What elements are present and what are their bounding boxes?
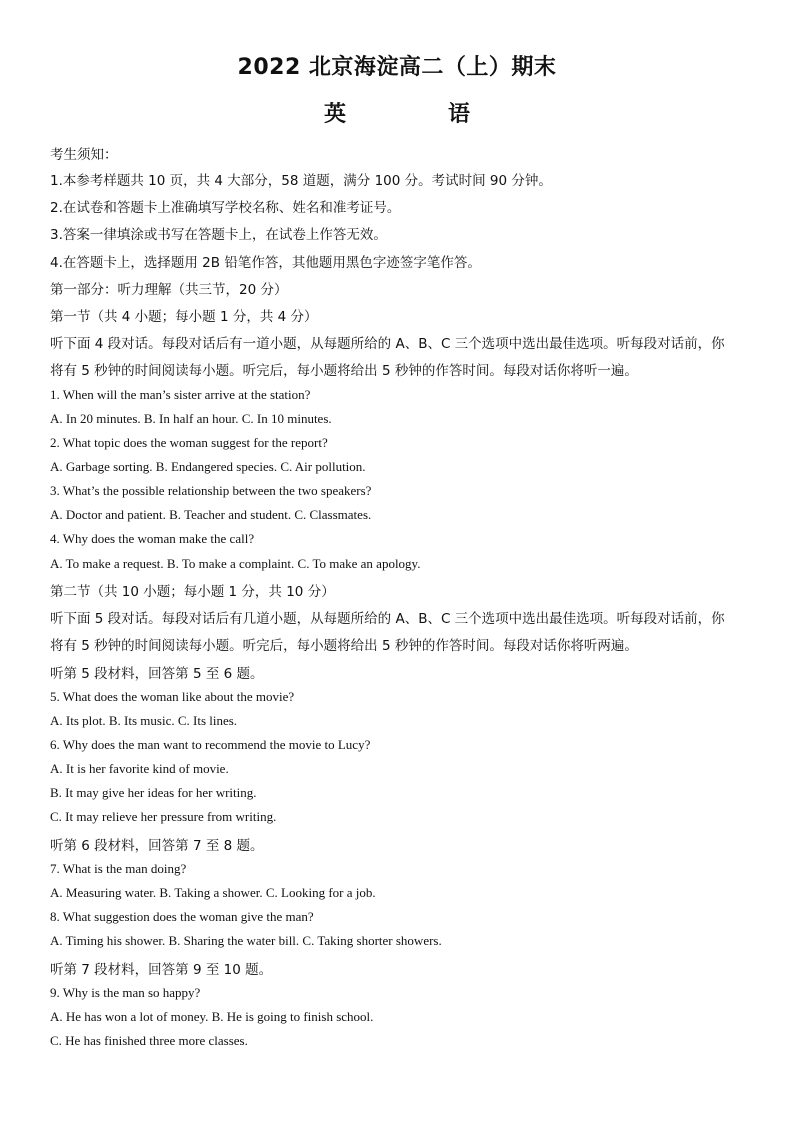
question-options: A. To make a request. B. To make a complaint. C. To make an apology.: [50, 556, 421, 571]
instruction-text: 听下面 5 段对话。每段对话后有几道小题，从每题所给的 A、B、C 三个选项中选出最佳选项。听每段对话前，你: [50, 611, 725, 627]
material-heading: 听第 6 段材料，回答第 7 至 8 题。: [50, 838, 264, 854]
question-option: B. It may give her ideas for her writing.: [50, 785, 257, 800]
notice-item: 3.答案一律填涂或书写在答题卡上，在试卷上作答无效。: [50, 227, 387, 243]
question-options: A. Timing his shower. B. Sharing the water bill. C. Taking shorter showers.: [50, 933, 442, 948]
part-heading: 第一部分：听力理解（共三节，20 分）: [50, 282, 288, 298]
question-text: 5. What does the woman like about the movie?: [50, 689, 295, 704]
question-options: A. Measuring water. B. Taking a shower. C. Looking for a job.: [50, 885, 376, 900]
question-text: 9. Why is the man so happy?: [50, 985, 201, 1000]
notice-item: 1.本参考样题共 10 页，共 4 大部分，58 道题，满分 100 分。考试时间 90 分钟。: [50, 173, 552, 189]
question-text: 4. Why does the woman make the call?: [50, 531, 255, 546]
page-title: 2022 北京海淀高二（上）期末: [237, 55, 557, 80]
section-heading: 第二节（共 10 小题；每小题 1 分，共 10 分）: [50, 584, 335, 600]
material-heading: 听第 5 段材料，回答第 5 至 6 题。: [50, 666, 264, 682]
notice-item: 4.在答题卡上，选择题用 2B 铅笔作答，其他题用黑色字迹签字笔作答。: [50, 255, 481, 271]
question-text: 2. What topic does the woman suggest for the report?: [50, 435, 328, 450]
material-heading: 听第 7 段材料，回答第 9 至 10 题。: [50, 962, 273, 978]
section-heading: 第一节（共 4 小题；每小题 1 分，共 4 分）: [50, 309, 318, 325]
question-text: 8. What suggestion does the woman give the man?: [50, 909, 314, 924]
question-option: A. It is her favorite kind of movie.: [50, 761, 229, 776]
instruction-text: 将有 5 秒钟的时间阅读每小题。听完后，每小题将给出 5 秒钟的作答时间。每段对话你将听两遍。: [50, 638, 638, 654]
question-options: A. Garbage sorting. B. Endangered species. C. Air pollution.: [50, 459, 366, 474]
question-options: A. In 20 minutes. B. In half an hour. C. In 10 minutes.: [50, 411, 332, 426]
question-text: 3. What’s the possible relationship between the two speakers?: [50, 483, 372, 498]
instruction-text: 听下面 4 段对话。每段对话后有一道小题，从每题所给的 A、B、C 三个选项中选出最佳选项。听每段对话前，你: [50, 336, 725, 352]
notice-heading: 考生须知：: [50, 147, 118, 163]
question-options: A. Its plot. B. Its music. C. Its lines.: [50, 713, 238, 728]
question-options: A. He has won a lot of money. B. He is going to finish school.: [50, 1009, 374, 1024]
question-options: A. Doctor and patient. B. Teacher and student. C. Classmates.: [50, 507, 372, 522]
notice-item: 2.在试卷和答题卡上准确填写学校名称、姓名和准考证号。: [50, 200, 401, 216]
question-text: 1. When will the man’s sister arrive at the station?: [50, 387, 311, 402]
question-text: 7. What is the man doing?: [50, 861, 187, 876]
question-option: C. He has finished three more classes.: [50, 1033, 248, 1048]
instruction-text: 将有 5 秒钟的时间阅读每小题。听完后，每小题将给出 5 秒钟的作答时间。每段对话你将听一遍。: [50, 363, 638, 379]
question-text: 6. Why does the man want to recommend the movie to Lucy?: [50, 737, 371, 752]
question-option: C. It may relieve her pressure from writing.: [50, 809, 277, 824]
subject-title: 英 语: [323, 102, 510, 127]
